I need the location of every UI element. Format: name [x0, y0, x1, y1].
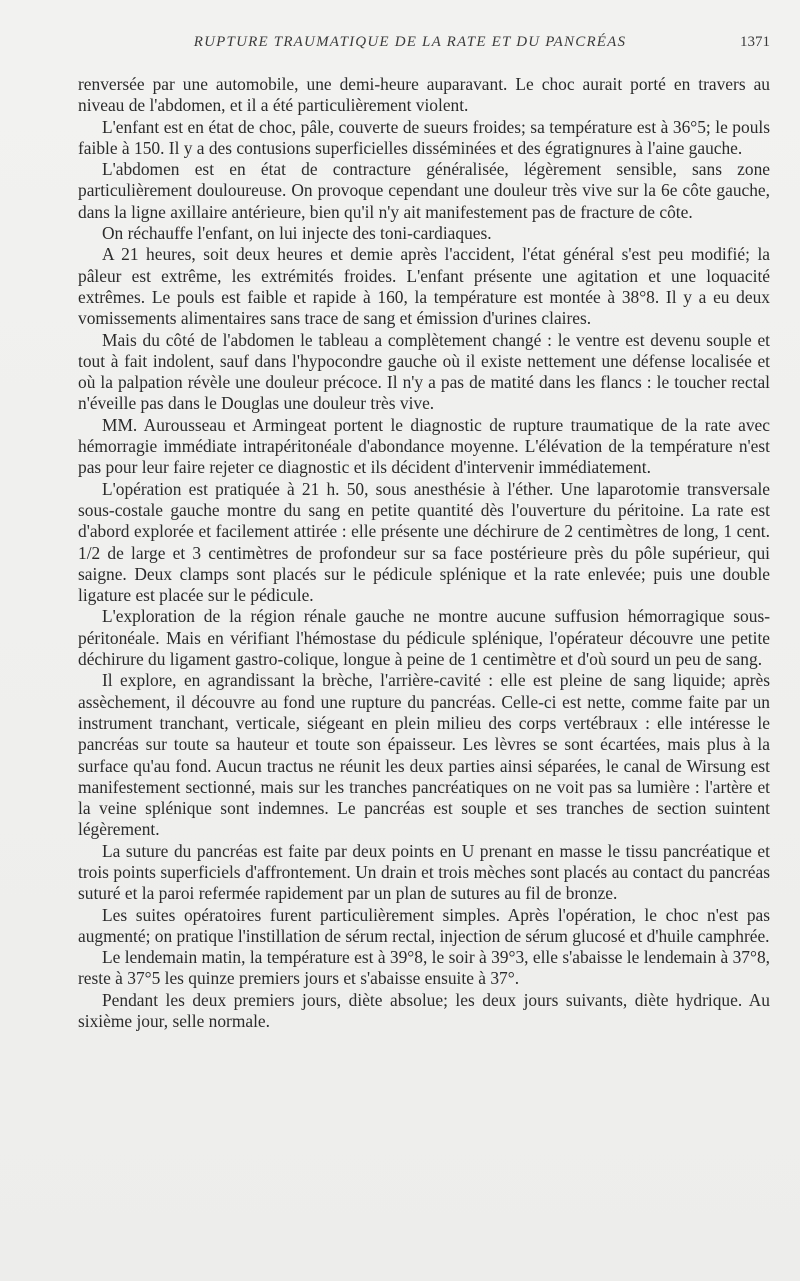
page-number: 1371	[740, 34, 770, 50]
paragraph: MM. Aurousseau et Armingeat portent le diagnostic de rupture traumatique de la rate avec hémorragie immédiate intrapéritonéale d'abondance moyenne. L'élévation de la température n'est pas pour leur faire rejeter ce diagnostic et ils décident d'intervenir immédiatement.	[78, 414, 770, 478]
paragraph: Il explore, en agrandissant la brèche, l'arrière-cavité : elle est pleine de sang liquide; après assèchement, il découvre au fond une rupture du pancréas. Celle-ci est nette, comme faite par un instrument tranchant, verticale, siégeant en plein milieu des corps vertébraux : elle intéresse le pancréas sur toute sa hauteur et toute son épaisseur. Les lèvres se sont écartées, mais plus à la surface qu'au fond. Aucun tractus ne réunit les deux parties ainsi séparées, le canal de Wirsung est manifestement sectionné, mais sur les tranches pancréatiques on ne voit pas sa lumière : l'artère et la veine splénique sont indemnes. Le pancréas est souple et ses tranches de section suintent légèrement.	[78, 670, 770, 840]
paragraph: L'enfant est en état de choc, pâle, couverte de sueurs froides; sa température est à 36°5; le pouls faible à 150. Il y a des contusions superficielles disséminées et des égratignures à l'aine gauche.	[78, 116, 770, 158]
running-header: RUPTURE TRAUMATIQUE DE LA RATE ET DU PANCRÉAS	[193, 34, 627, 50]
paragraph: La suture du pancréas est faite par deux points en U prenant en masse le tissu pancréatique et trois points superficiels d'affrontement. Un drain et trois mèches sont placés au contact du pancréas suturé et la paroi refermée rapidement par un plan de sutures au fil de bronze.	[78, 840, 770, 904]
body-text	[78, 74, 770, 1032]
paragraph: Mais du côté de l'abdomen le tableau a complètement changé : le ventre est devenu souple et tout à fait indolent, sauf dans l'hypocondre gauche où il existe nettement une défense localisée et où la palpation révèle une douleur précoce. Il n'y a pas de matité dans les flancs : le toucher rectal n'éveille pas dans le Douglas une douleur très vive.	[78, 329, 770, 414]
paragraph: renversée par une automobile, une demi-heure auparavant. Le choc aurait porté en travers au niveau de l'abdomen, et il a été particulièrement violent.	[78, 74, 770, 116]
paragraph: Le lendemain matin, la température est à 39°8, le soir à 39°3, elle s'abaisse le lendemain à 37°8, reste à 37°5 les quinze premiers jours et s'abaisse ensuite à 37°.	[78, 947, 770, 989]
paragraph: Les suites opératoires furent particulièrement simples. Après l'opération, le choc n'est pas augmenté; on pratique l'instillation de sérum rectal, injection de sérum glucosé et d'huile camphrée.	[78, 904, 770, 946]
paragraph: Pendant les deux premiers jours, diète absolue; les deux jours suivants, diète hydrique. Au sixième jour, selle normale.	[78, 989, 770, 1032]
paragraph: L'opération est pratiquée à 21 h. 50, sous anesthésie à l'éther. Une laparotomie transversale sous-costale gauche montre du sang en petite quantité dès l'ouverture du péritoine. La rate est d'abord explorée et facilement attirée : elle présente une déchirure de 2 centimètres de long, 1 cent. 1/2 de large et 3 centimètres de profondeur sur sa face postérieure près du pôle supérieur, qui saigne. Deux clamps sont placés sur le pédicule splénique et la rate enlevée; puis une double ligature est placée sur le pédicule.	[78, 478, 770, 606]
paragraph: On réchauffe l'enfant, on lui injecte des toni-cardiaques.	[102, 223, 492, 244]
paragraph: L'abdomen est en état de contracture généralisée, légèrement sensible, sans zone particulièrement douloureuse. On provoque cependant une douleur très vive sur la 6e côte gauche, dans la ligne axillaire antérieure, bien qu'il n'y ait manifestement pas de fracture de côte.	[78, 159, 770, 222]
paragraph: A 21 heures, soit deux heures et demie après l'accident, l'état général s'est peu modifié; la pâleur est extrême, les extrémités froides. L'enfant présente une agitation et une loquacité extrêmes. Le pouls est faible et rapide à 160, la température est montée à 38°8. Il y a eu deux vomissements alimentaires sans trace de sang et émission d'urines claires.	[78, 244, 770, 329]
paragraph: L'exploration de la région rénale gauche ne montre aucune suffusion hémorragique sous-péritonéale. Mais en vérifiant l'hémostase du pédicule splénique, l'opérateur découvre une petite déchirure du ligament gastro-colique, longue à peine de 1 centimètre et d'où sourd un peu de sang.	[78, 606, 770, 670]
